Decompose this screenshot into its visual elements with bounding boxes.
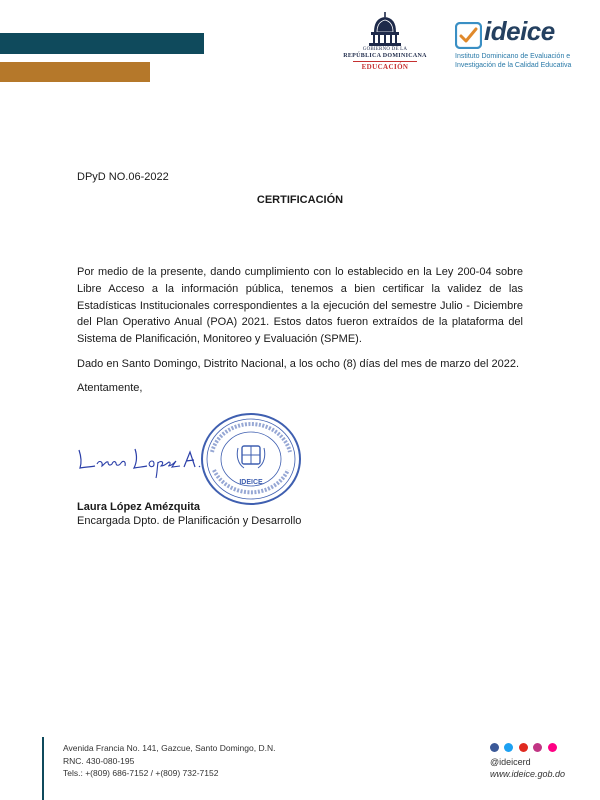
closing-text: Atentamente, [77, 382, 143, 394]
ideice-subtitle-line1: Instituto Dominicano de Evaluación e [455, 53, 571, 60]
header-gold-bar [0, 62, 150, 82]
footer-address: Avenida Francia No. 141, Gazcue, Santo Domingo, D.N. [63, 743, 276, 753]
facebook-icon[interactable] [490, 743, 499, 752]
handwritten-signature [75, 440, 205, 480]
ideice-subtitle-line2: Investigación de la Calidad Educativa [455, 62, 572, 69]
social-handle: @ideicerd [490, 757, 531, 767]
body-paragraph-1: Por medio de la presente, dando cumplimiento con lo establecido en la Ley 200-04 sobre Libre Acceso a la información pública, tenemos a bien certificar la validez de las Estadísticas Institucionales correspondientes a la ejecución del semestre Julio - Diciembre del Plan Operativo Anual (POA) 2021. Estos datos fueron extraídos de la plataforma del Sistema de Planificación, Monitoreo y Evaluación (SPME). [77, 266, 523, 346]
ideice-check-icon [455, 22, 482, 49]
seal-center-label: IDEICE [239, 479, 263, 486]
gov-logo-line2: REPÚBLICA DOMINICANA [343, 53, 427, 59]
header-teal-bar [0, 33, 204, 54]
gov-logo-divider [353, 61, 417, 62]
body-paragraph-2: Dado en Santo Domingo, Distrito Nacional, a los ocho (8) días del mes de marzo del 2022. [77, 358, 520, 370]
document-title: CERTIFICACIÓN [256, 194, 344, 206]
capitol-dome-icon [365, 12, 405, 46]
youtube-icon[interactable] [519, 743, 528, 752]
gov-logo-line1: GOBIERNO DE LA [362, 47, 408, 52]
gov-logo-ministry: EDUCACIÓN [361, 63, 409, 71]
footer-accent-line [42, 737, 44, 800]
instagram-icon[interactable] [533, 743, 542, 752]
website-link[interactable]: www.ideice.gob.do [490, 769, 566, 779]
social-icons [490, 743, 558, 753]
footer-phones: Tels.: +(809) 686-7152 / +(809) 732-7152 [63, 768, 219, 778]
signer-role: Encargada Dpto. de Planificación y Desarrollo [77, 515, 302, 527]
footer-rnc: RNC. 430-080-195 [63, 756, 135, 766]
ideice-wordmark: ideice [484, 16, 555, 46]
twitter-icon[interactable] [504, 743, 513, 752]
document-reference: DPyD NO.06-2022 [77, 171, 169, 183]
government-logo [335, 12, 435, 76]
signer-name: Laura López Amézquita [77, 501, 201, 513]
flickr-icon[interactable] [548, 743, 557, 752]
institutional-seal [200, 412, 302, 506]
ideice-logo [455, 16, 595, 70]
